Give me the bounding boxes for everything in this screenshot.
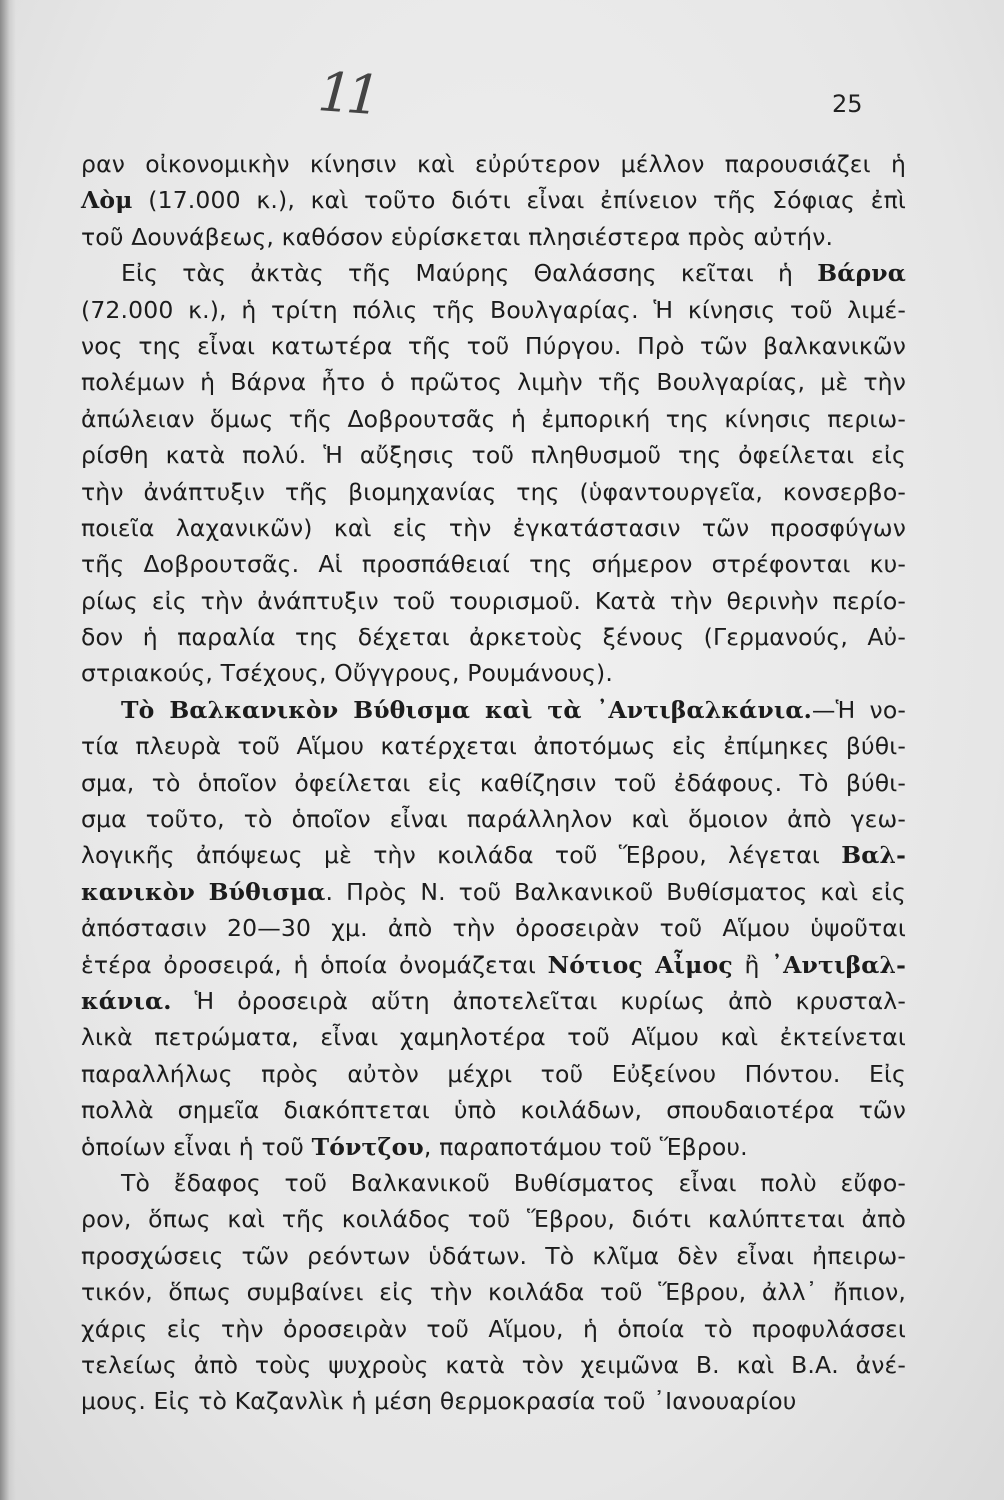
text-run: Τὸ ἔδαφος τοῦ Βαλκανικοῦ Βυθίσματος εἶναι πολὺ εὔφο-	[121, 1168, 906, 1197]
text-run: ἢ	[732, 950, 772, 979]
text-run: , παραποτάμου τοῦ Ἕβρου.	[423, 1132, 748, 1161]
text-line	[81, 437, 906, 473]
text-line	[81, 219, 906, 255]
text-line	[81, 401, 906, 437]
text-line	[81, 837, 906, 873]
text-run: τὴν ἀνάπτυξιν τῆς βιομηχανίας της (ὑφαντουργεῖα, κονσερβο-	[81, 477, 906, 506]
text-line	[81, 692, 906, 728]
text-run: ραν οἰκονομικὴν κίνησιν καὶ εὐρύτερον μέλλον παρουσιάζει ἡ	[81, 150, 906, 178]
text-run: νος της εἶναι κατωτέρα τῆς τοῦ Πύργου. Πρὸ τῶν βαλκανικῶν	[81, 331, 906, 360]
text-line	[81, 655, 906, 691]
text-run: Εἰς τὰς ἀκτὰς τῆς Μαύρης Θαλάσσης κεῖται ἡ	[121, 259, 818, 288]
bold-term: ᾿Αντιβαλ-	[771, 950, 906, 979]
handwritten-mark: 11	[315, 60, 377, 127]
text-run: ποιεῖα λαχανικῶν) καὶ εἰς τὴν ἐγκατάστασιν τῶν προσφύγων	[81, 513, 906, 542]
text-run: τελείως ἀπὸ τοὺς ψυχροὺς κατὰ τὸν χειμῶνα Β. καὶ Β.Α. ἀνέ-	[81, 1350, 906, 1379]
text-line	[81, 874, 906, 910]
text-run: χάρις εἰς τὴν ὀροσειρὰν τοῦ Αἵμου, ἡ ὁποία τὸ προφυλάσσει	[81, 1314, 906, 1343]
text-run: ὁποίων εἶναι ἡ τοῦ	[81, 1132, 312, 1161]
text-run: σμα τοῦτο, τὸ ὁποῖον εἶναι παράλληλον καὶ ὅμοιον ἀπὸ γεω-	[81, 805, 906, 834]
text-line	[81, 546, 906, 582]
text-line	[81, 1201, 906, 1237]
page-edge-shadow	[0, 0, 16, 1500]
text-line	[81, 1347, 906, 1383]
text-line	[81, 947, 906, 983]
text-run: τῆς Δοβρουτσᾶς. Αἱ προσπάθειαί της σήμερον στρέφονται κυ-	[81, 550, 906, 579]
text-line	[81, 1129, 906, 1165]
text-line	[81, 765, 906, 801]
text-run: ἑτέρα ὀροσειρά, ἡ ὁποία ὀνομάζεται	[81, 950, 548, 979]
bold-term: Λὸμ	[81, 186, 133, 215]
bold-term: Βαλ-	[841, 841, 906, 870]
page-number: 25	[832, 90, 863, 118]
text-run: λικὰ πετρώματα, εἶναι χαμηλοτέρα τοῦ Αἵμου καὶ ἐκτείνεται	[81, 1023, 906, 1052]
text-line	[81, 801, 906, 837]
text-run: τία πλευρὰ τοῦ Αἵμου κατέρχεται ἀποτόμως εἰς ἐπίμηκες βύθι-	[81, 732, 906, 761]
text-run: πολλὰ σημεῖα διακόπτεται ὑπὸ κοιλάδων, σπουδαιοτέρα τῶν	[81, 1096, 906, 1125]
bold-term: κανικὸν Βύθισμα	[81, 877, 326, 906]
text-run: Ἡ ὀροσειρὰ αὕτη ἀποτελεῖται κυρίως ἀπὸ κρυσταλ-	[171, 986, 906, 1015]
body-text	[81, 146, 906, 1420]
text-run: τικόν, ὅπως συμβαίνει εἰς τὴν κοιλάδα τοῦ Ἕβρου, ἀλλ᾿ ἤπιον,	[81, 1278, 906, 1307]
text-line	[81, 1056, 906, 1092]
text-line	[81, 619, 906, 655]
text-run: ρίως εἰς τὴν ἀνάπτυξιν τοῦ τουρισμοῦ. Κατὰ τὴν θερινὴν περίο-	[81, 586, 906, 615]
text-run: (17.000 κ.), καὶ τοῦτο διότι εἶναι ἐπίνειον τῆς Σόφιας ἐπὶ	[132, 186, 906, 215]
bold-term: Βάρνα	[817, 259, 906, 288]
text-line	[81, 1092, 906, 1128]
text-run: ρίσθη κατὰ πολύ. Ἡ αὔξησις τοῦ πληθυσμοῦ της ὀφείλεται εἰς	[81, 441, 906, 470]
text-line	[81, 474, 906, 510]
text-line	[81, 983, 906, 1019]
text-line	[81, 292, 906, 328]
text-line	[81, 583, 906, 619]
text-line	[81, 1383, 906, 1419]
text-line	[81, 910, 906, 946]
bold-term: Νότιος Αἶμος	[547, 950, 733, 979]
text-line	[81, 1019, 906, 1055]
text-line	[81, 182, 906, 218]
text-run: ἀπόστασιν 20—30 χμ. ἀπὸ τὴν ὀροσειρὰν τοῦ Αἵμου ὑψοῦται	[81, 914, 906, 943]
text-line	[81, 1311, 906, 1347]
text-run: προσχώσεις τῶν ρεόντων ὑδάτων. Τὸ κλῖμα δὲν εἶναι ἠπειρω-	[81, 1241, 906, 1270]
text-run: λογικῆς ἀπόψεως μὲ τὴν κοιλάδα τοῦ Ἕβρου, λέγεται	[81, 841, 842, 870]
text-run: ἀπώλειαν ὅμως τῆς Δοβρουτσᾶς ἡ ἐμπορική της κίνησις περιω-	[81, 404, 906, 433]
text-run: ρον, ὅπως καὶ τῆς κοιλάδος τοῦ Ἕβρου, διότι καλύπτεται ἀπὸ	[81, 1205, 906, 1234]
text-run: σμα, τὸ ὁποῖον ὀφείλεται εἰς καθίζησιν τοῦ ἐδάφους. Τὸ βύθι-	[81, 768, 906, 797]
text-line	[81, 728, 906, 764]
text-line	[81, 1165, 906, 1201]
text-line	[81, 328, 906, 364]
text-run: στριακούς, Τσέχους, Οὔγγρους, Ρουμάνους).	[81, 659, 613, 688]
text-line	[81, 1238, 906, 1274]
bold-term: κάνια.	[81, 986, 172, 1015]
text-run: (72.000 κ.), ἡ τρίτη πόλις τῆς Βουλγαρίας. Ἡ κίνησις τοῦ λιμέ-	[81, 295, 906, 324]
text-run: μους. Εἰς τὸ Καζανλὶκ ἡ μέση θερμοκρασία τοῦ ᾿Ιανουαρίου	[81, 1387, 797, 1416]
text-line	[81, 364, 906, 400]
text-line	[81, 146, 906, 182]
text-run: τοῦ Δουνάβεως, καθόσον εὑρίσκεται πλησιέστερα πρὸς αὐτήν.	[81, 222, 834, 251]
text-run: παραλλήλως πρὸς αὐτὸν μέχρι τοῦ Εὐξείνου Πόντου. Εἰς	[81, 1059, 906, 1088]
text-run: —Ἡ νο-	[811, 695, 906, 724]
bold-term: Τόντζου	[311, 1132, 424, 1161]
text-line	[81, 510, 906, 546]
text-run: πολέμων ἡ Βάρνα ἦτο ὁ πρῶτος λιμὴν τῆς Βουλγαρίας, μὲ τὴν	[81, 368, 906, 397]
text-run: δον ἡ παραλία της δέχεται ἀρκετοὺς ξένους (Γερμανούς, Αὐ-	[81, 623, 906, 652]
text-line	[81, 1274, 906, 1310]
text-line	[81, 255, 906, 291]
text-run: . Πρὸς Ν. τοῦ Βαλκανικοῦ Βυθίσματος καὶ εἰς	[325, 877, 906, 906]
bold-term: Τὸ Βαλκανικὸν Βύθισμα καὶ τὰ ᾿Αντιβαλκάνια.	[121, 695, 812, 724]
